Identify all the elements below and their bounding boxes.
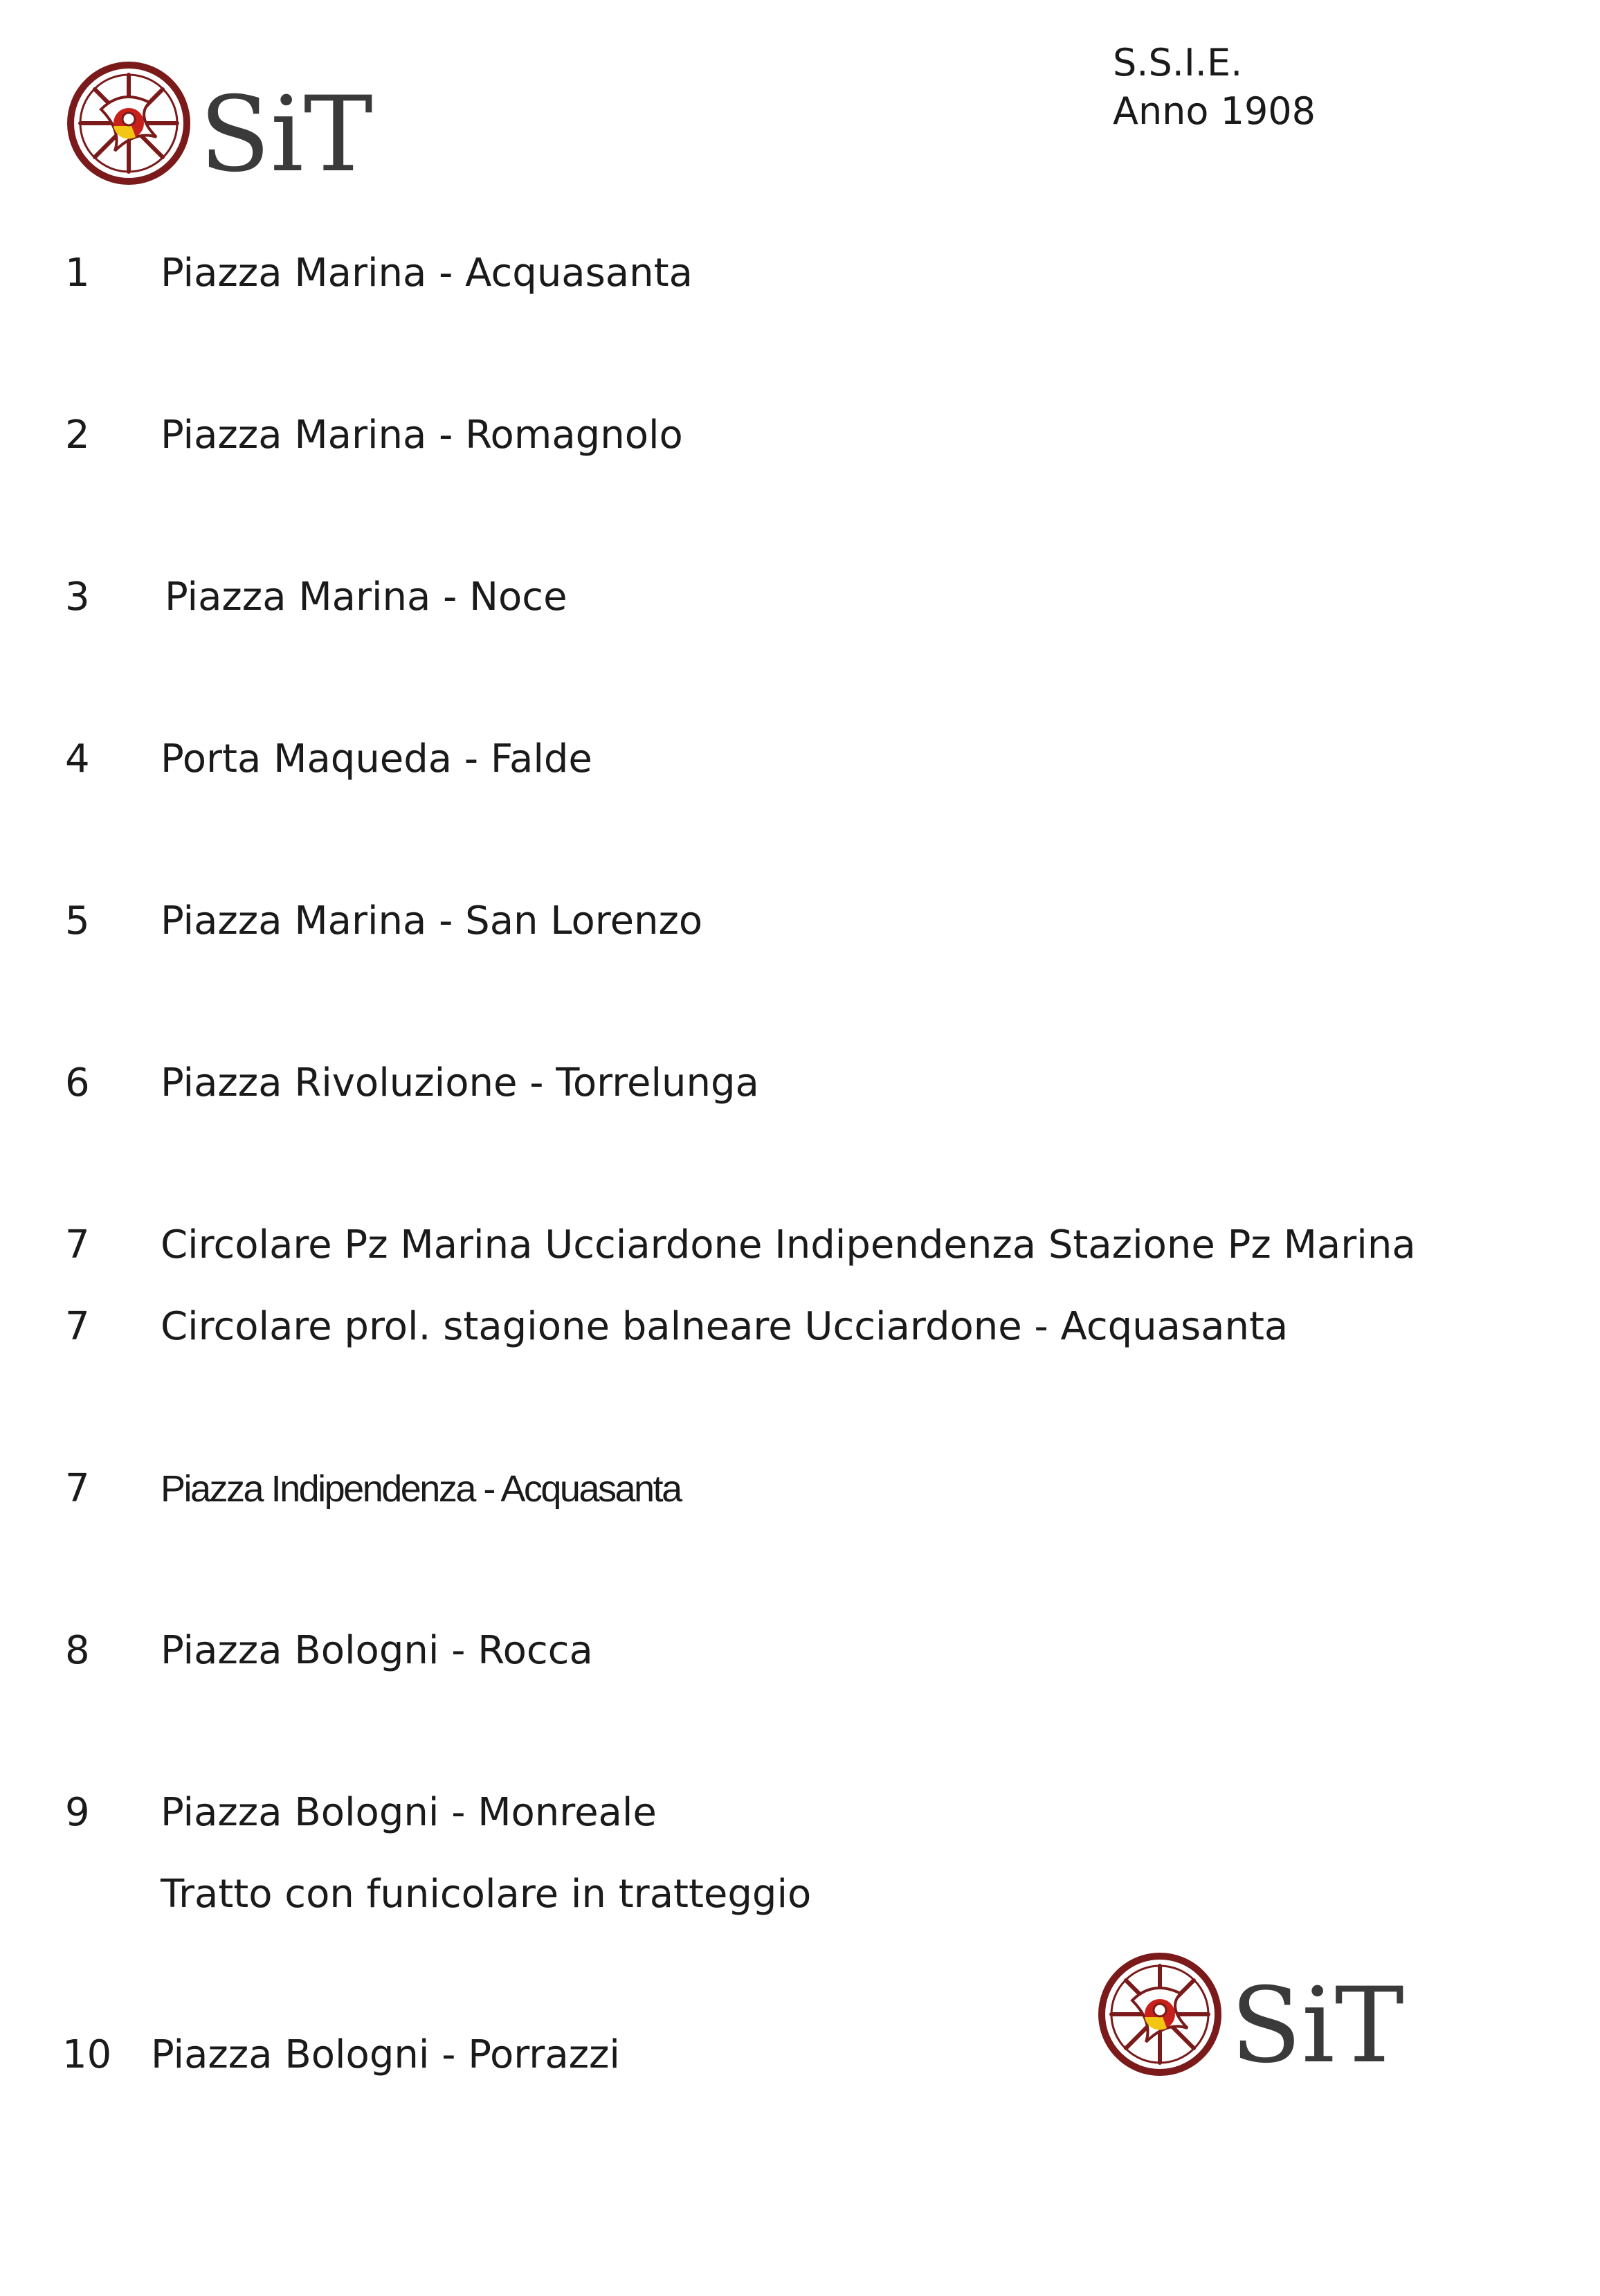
route-number: 6 [65,1060,90,1105]
route-name: Piazza Marina - Romagnolo [161,413,683,458]
route-number: 5 [65,898,90,943]
route-number: 7 [65,1466,90,1511]
route-name: Piazza Bologni - Monreale [161,1790,657,1835]
organization-name: S.S.I.E. [1113,41,1243,84]
route-name: Piazza Rivoluzione - Torrelunga [161,1060,759,1105]
route-number: 4 [65,736,90,781]
route-name: Tratto con funicolare in tratteggio [161,1872,812,1917]
route-number: 7 [65,1304,90,1349]
route-name: Piazza Bologni - Porrazzi [151,2032,620,2077]
route-number: 10 [62,2032,112,2077]
route-number: 3 [65,575,90,620]
route-name: Circolare prol. stagione balneare Ucciardone - Acquasanta [161,1304,1289,1349]
route-name: Circolare Pz Marina Ucciardone Indipendenza Stazione Pz Marina [161,1222,1416,1267]
route-name: Porta Maqueda - Falde [161,736,592,781]
route-number: 9 [65,1790,90,1835]
route-name: Piazza Indipendenza - Acquasanta [161,1468,681,1510]
route-number: 7 [65,1222,90,1267]
route-number: 2 [65,413,90,458]
route-number: 8 [65,1628,90,1673]
route-name: Piazza Marina - Acquasanta [161,251,693,296]
sit-logo-top [68,61,373,195]
route-name: Piazza Marina - San Lorenzo [161,898,703,943]
route-name: Piazza Marina - Noce [165,575,567,620]
logo-text: SiT [199,75,373,195]
year-label: Anno 1908 [1113,89,1316,133]
route-number: 1 [65,251,90,296]
route-name: Piazza Bologni - Rocca [161,1628,593,1673]
sit-logo-bottom [1099,1952,1404,2086]
header-block [1113,39,1316,136]
logo-text: SiT [1230,1966,1404,2086]
